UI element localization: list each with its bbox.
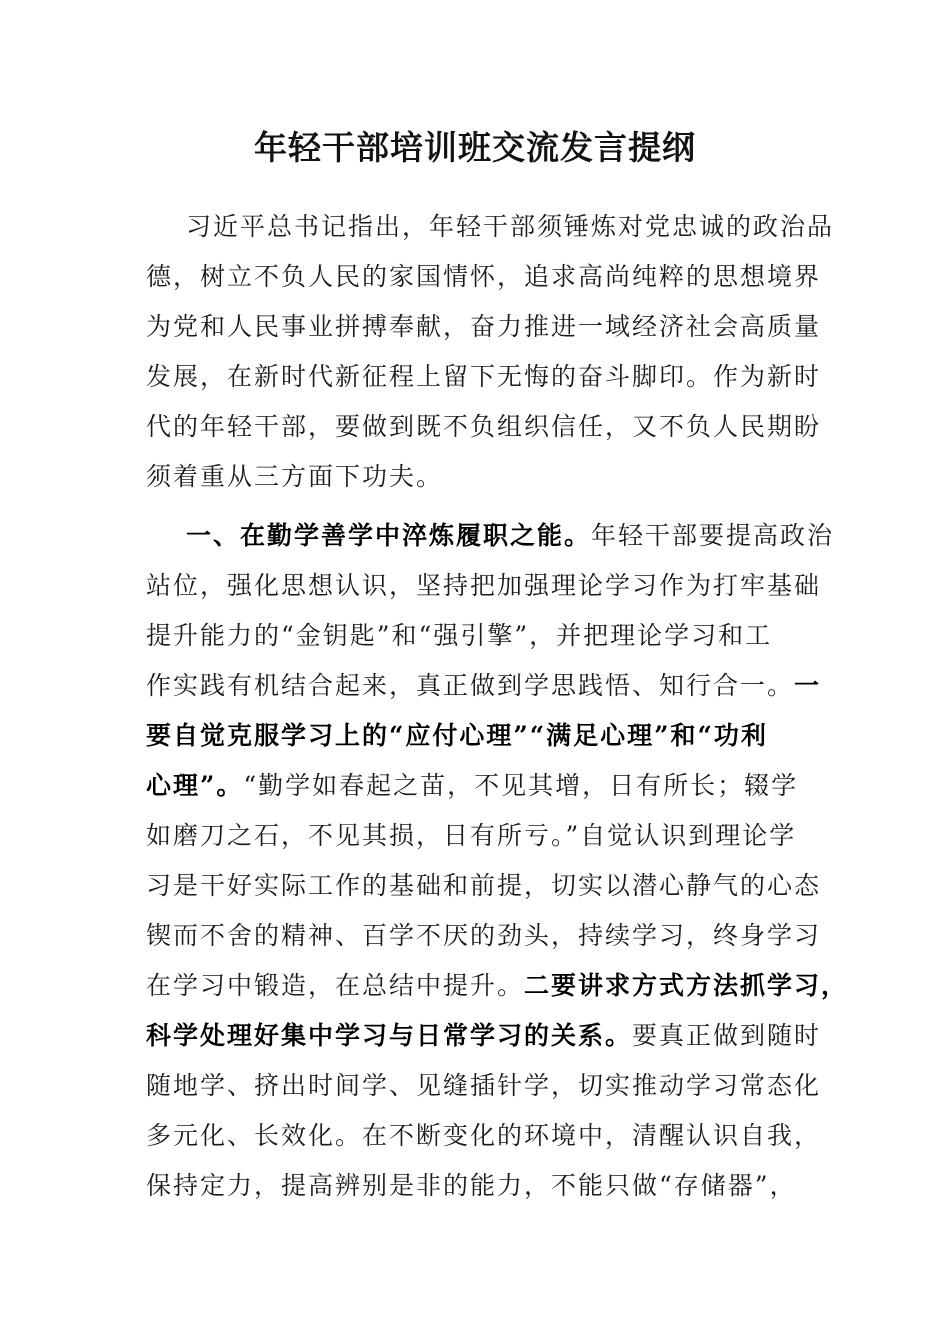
section-heading: 一、在勤学善学中淬炼履职之能。: [186, 521, 592, 550]
paragraph-line: [146, 661, 822, 711]
paragraph-line: 锲而不舍的精神、百学不厌的劲头，持续学习，终身学习: [146, 921, 822, 950]
paragraph-line: 提升能力的“金钥匙”和“强引擎”，并把理论学习和工: [146, 621, 773, 650]
bold-text-run: 心理”。: [146, 771, 244, 800]
text-run: “勤学如春起之苗，不见其增，日有所长；辍学: [243, 771, 799, 800]
paragraph-line: 习是干好实际工作的基础和前提，切实以潜心静气的心态: [146, 871, 822, 900]
bold-paragraph-line: 要自觉克服学习上的“应付心理”“满足心理”和“功利: [146, 721, 768, 750]
section-one-paragraph: [146, 511, 849, 1211]
paragraph-line: 须着重从三方面下功夫。: [146, 462, 444, 491]
paragraph-line: 多元化、长效化。在不断变化的环境中，清醒认识自我，: [146, 1121, 822, 1150]
bold-text-run: 一: [794, 671, 822, 700]
paragraph-line: 如磨刀之石，不见其损，日有所亏。”自觉认识到理论学: [146, 821, 797, 850]
paragraph-line: [146, 511, 835, 561]
paragraph-line: 站位，强化思想认识，坚持把加强理论学习作为打牢基础: [146, 571, 822, 600]
text-run: 要真正做到随时: [632, 1021, 822, 1050]
text-run: 作实践有机结合起来，真正做到学思践悟、知行合一。: [146, 671, 795, 700]
paragraph-line: [146, 1011, 822, 1061]
paragraph-line: [146, 761, 808, 811]
paragraph-line: 习近平总书记指出，年轻干部须锤炼对党忠诚的政治品: [186, 212, 835, 241]
paragraph-line: 德，树立不负人民的家国情怀，追求高尚纯粹的思想境界: [146, 262, 822, 291]
paragraph-line: 代的年轻干部，要做到既不负组织信任，又不负人民期盼: [146, 412, 822, 441]
bold-text-run: 二要讲求方式方法抓学习，: [524, 971, 849, 1000]
paragraph-line: 随地学、挤出时间学、见缝插针学，切实推动学习常态化: [146, 1071, 822, 1100]
intro-paragraph: [146, 202, 835, 502]
paragraph-line: 保持定力，提高辨别是非的能力，不能只做“存储器”，: [146, 1171, 797, 1200]
paragraph-line: 发展，在新时代新征程上留下无悔的奋斗脚印。作为新时: [146, 362, 822, 391]
text-run: 年轻干部要提高政治: [591, 521, 835, 550]
paragraph-line: 为党和人民事业拼搏奉献，奋力推进一域经济社会高质量: [146, 312, 822, 341]
paragraph-line: [146, 961, 849, 1011]
text-run: 在学习中锻造，在总结中提升。: [146, 971, 525, 1000]
bold-text-run: 科学处理好集中学习与日常学习的关系。: [146, 1021, 633, 1050]
document-title: 年轻干部培训班交流发言提纲: [254, 128, 696, 167]
